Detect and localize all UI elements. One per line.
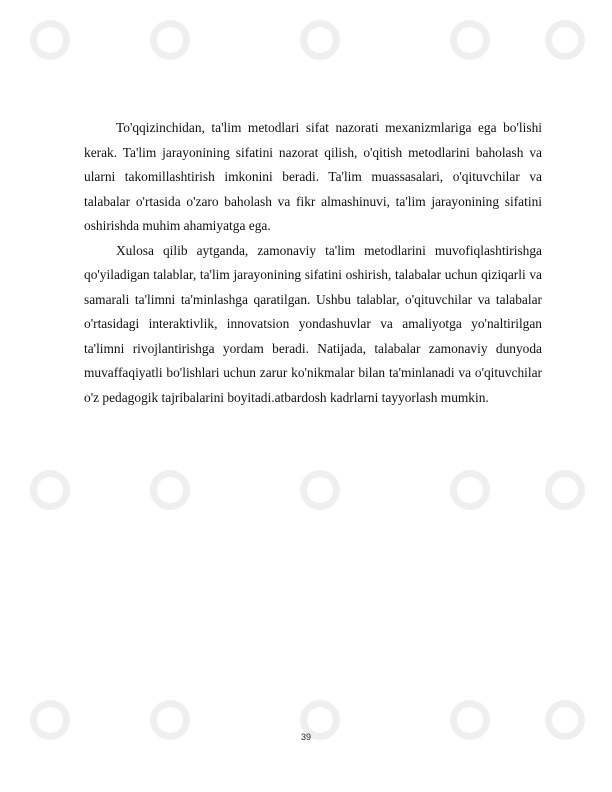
watermark-circle bbox=[545, 470, 585, 510]
watermark-circle bbox=[300, 20, 340, 60]
watermark-circle bbox=[300, 470, 340, 510]
watermark-circle bbox=[150, 470, 190, 510]
paragraph-2: Xulosa qilib aytganda, zamonaviy ta'lim metodlarini muvofiqlashtirishga qo'yiladigan talablar, ta'lim jarayonining sifatini oshirish, talabalar uchun qiziqarli va samarali ta'limni ta'minlashga qaratilgan. Ushbu talablar, o'qituvchilar va talabalar o'rtasidagi interaktivlik, innovatsion yondashuvlar va amaliyotga yo'naltirilgan ta'limni rivojlantirishga yordam beradi. Natijada, talabalar zamonaviy dunyoda muvaffaqiyatli bo'lishlari uchun zarur ko'nikmalar bilan ta'minlanadi va o'qituvchilar o'z pedagogik tajribalarini boyitadi.atbardosh kadrlarni tayyorlash mumkin. bbox=[84, 242, 542, 405]
watermark-circle bbox=[450, 470, 490, 510]
watermark-circle bbox=[30, 20, 70, 60]
paragraph-1: To'qqizinchidan, ta'lim metodlari sifat nazorati mexanizmlariga ega bo'lishi kerak. Ta'lim jarayonining sifatini nazorat qilish, o'qitish metodlarini baholash va ularni takomillashtirish imkonini beradi. Ta'lim muassasalari, o'qituvchilar va talabalar o'rtasida o'zaro baholash va fikr almashinuvi, ta'lim jarayonining sifatini oshirishda muhim ahamiyatga ega. bbox=[84, 120, 542, 233]
watermark-circle bbox=[450, 20, 490, 60]
watermark-circle bbox=[545, 20, 585, 60]
watermark-circle bbox=[150, 20, 190, 60]
document-body bbox=[84, 116, 542, 410]
page-number: 39 bbox=[300, 732, 311, 742]
watermark-circle bbox=[30, 470, 70, 510]
